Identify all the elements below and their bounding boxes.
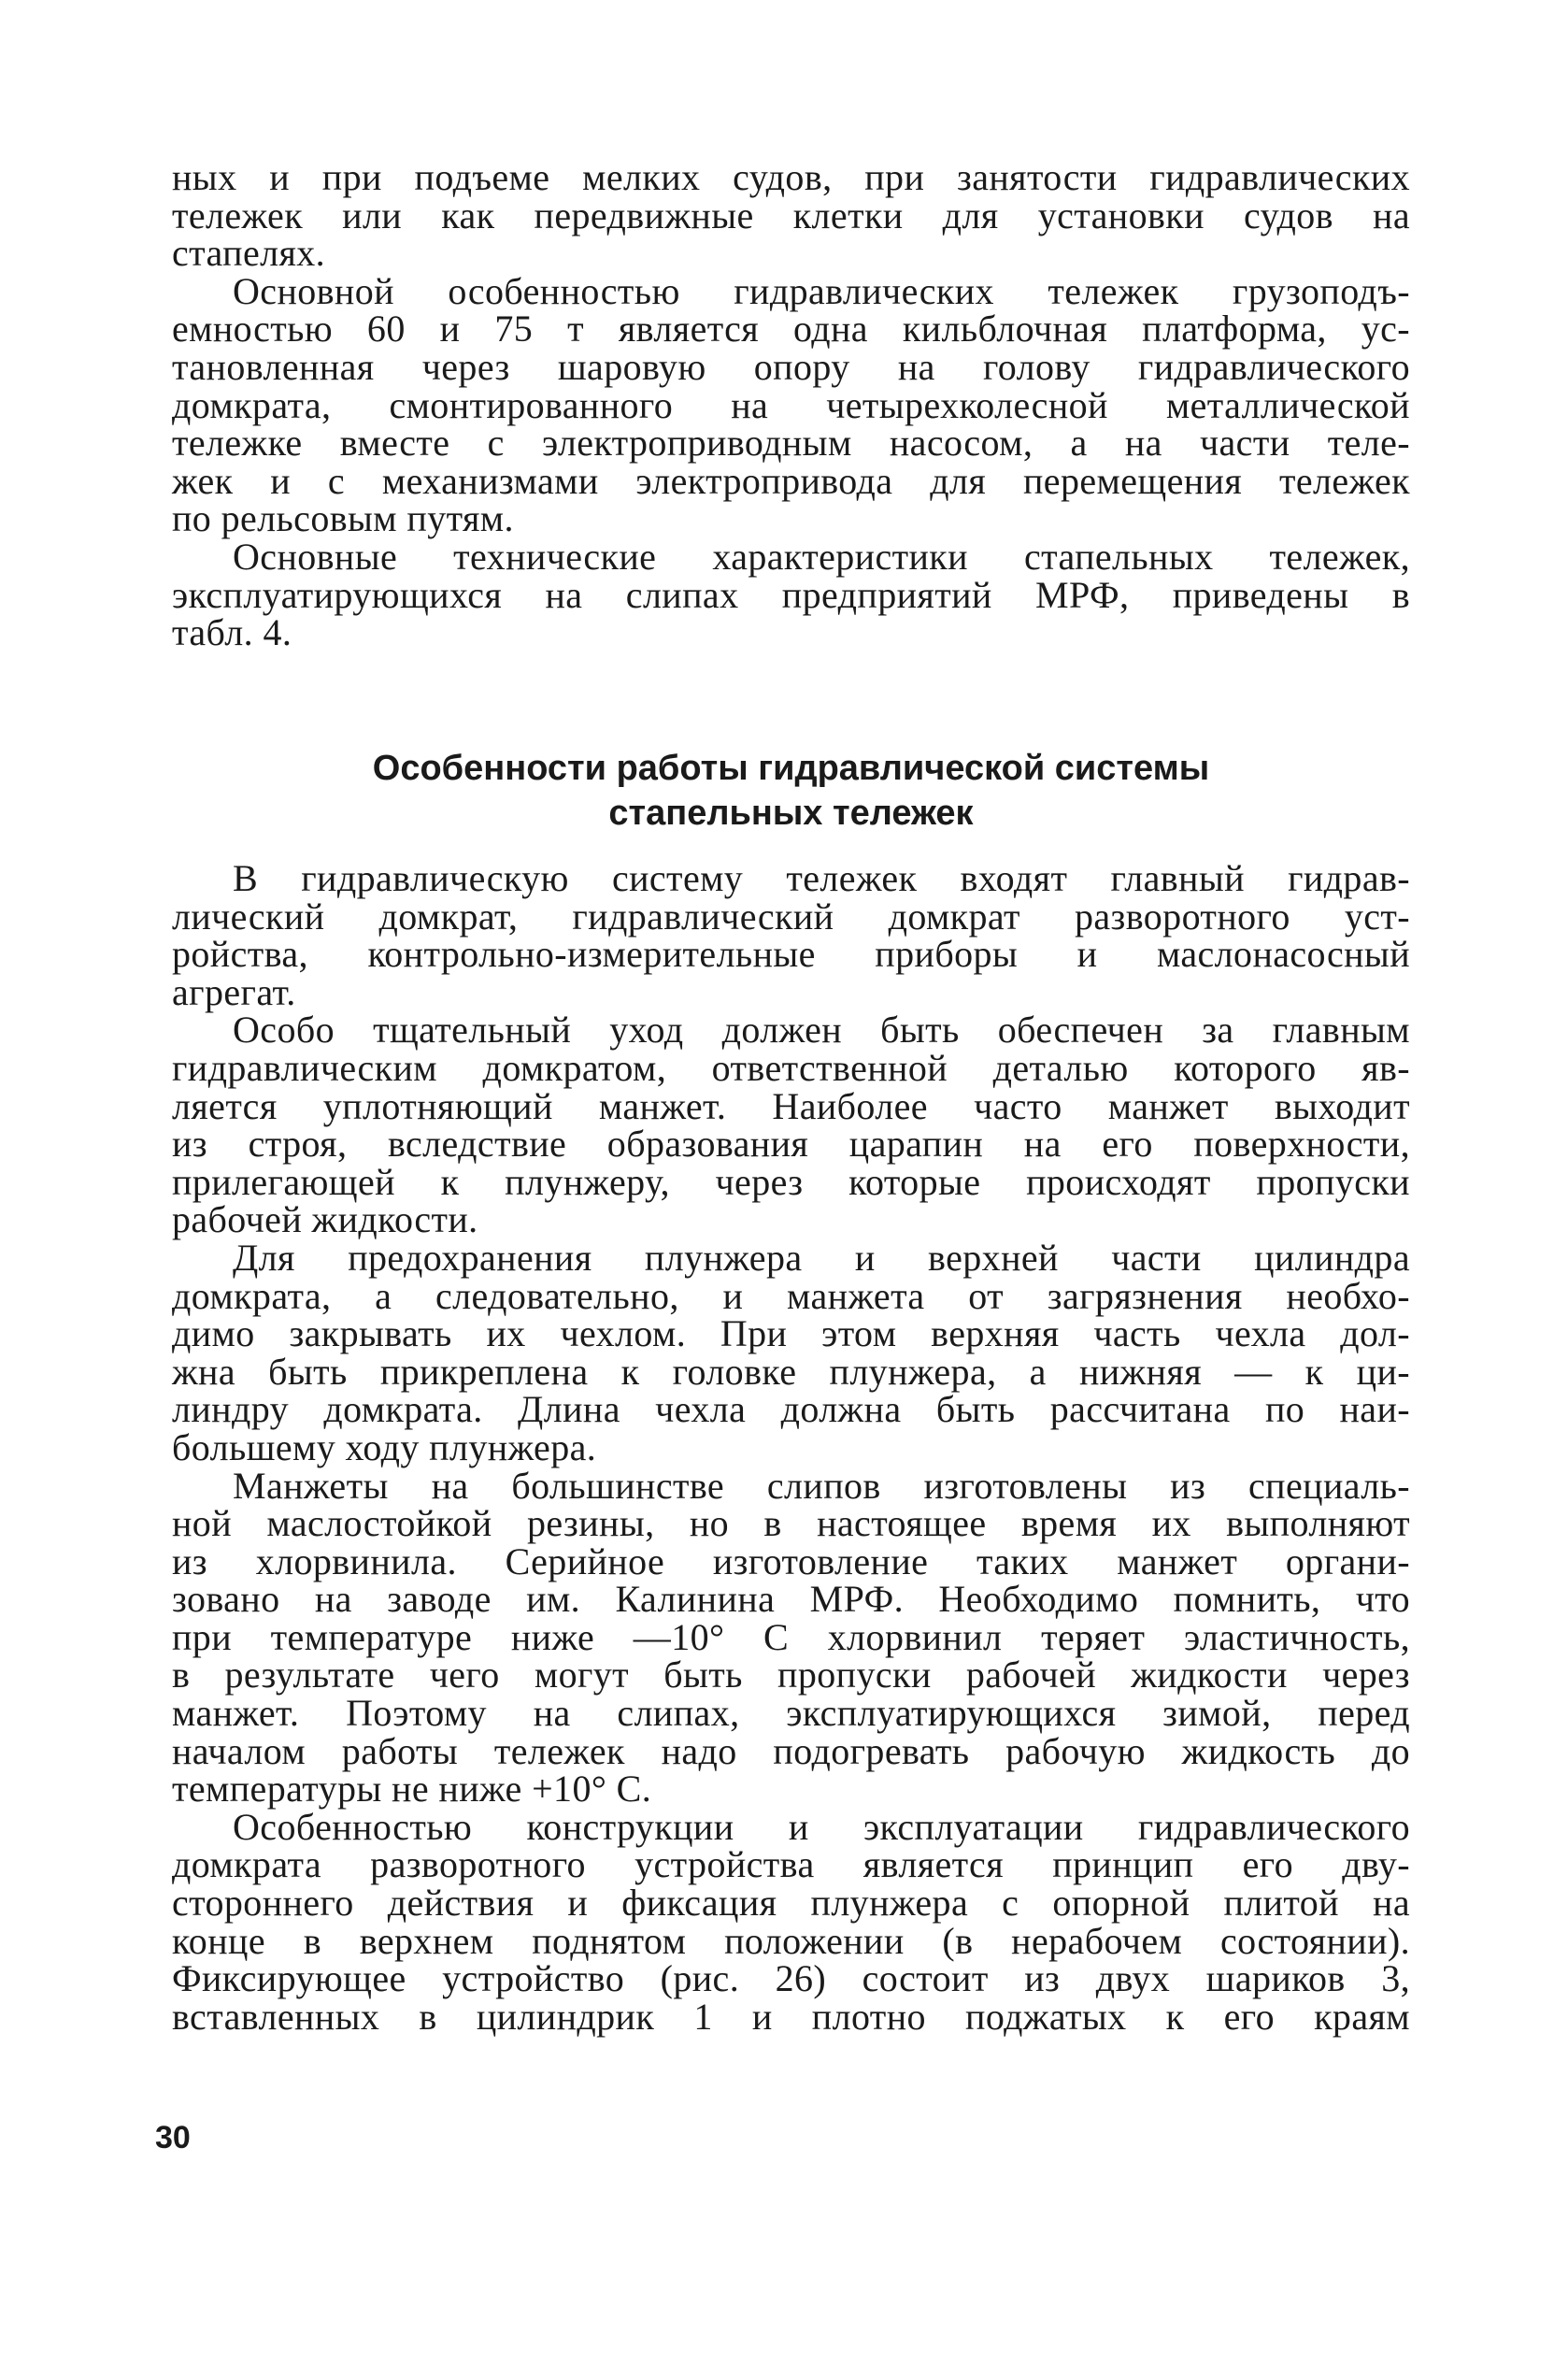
text-line: Для предохранения плунжера и верхней части цилиндра bbox=[233, 1236, 1410, 1279]
text-line: домкрата, а следовательно, и манжета от загрязнения необхо- bbox=[172, 1274, 1410, 1317]
text-line: стапелях. bbox=[172, 232, 326, 275]
text-line: рабочей жидкости. bbox=[172, 1198, 478, 1241]
text-line: ляется уплотняющий манжет. Наиболее часто манжет выходит bbox=[172, 1084, 1410, 1127]
text-line: табл. 4. bbox=[172, 611, 292, 654]
text-line: тележке вместе с электроприводным насосом, а на части теле- bbox=[172, 422, 1410, 465]
text-line: манжет. Поэтому на слипах, эксплуатирующихся зимой, перед bbox=[172, 1692, 1410, 1735]
text-line: стороннего действия и фиксация плунжера с опорной плитой на bbox=[172, 1882, 1410, 1925]
text-line: при температуре ниже —10° С хлорвинил теряет эластичность, bbox=[172, 1615, 1410, 1658]
text-line: жна быть прикреплена к головке плунжера, а нижняя — к ци- bbox=[172, 1350, 1410, 1393]
heading-line: Особенности работы гидравлической системы bbox=[372, 749, 1210, 788]
text-line: агрегат. bbox=[172, 970, 296, 1013]
page-number: 30 bbox=[155, 2120, 191, 2155]
text-line: из строя, вследствие образования царапин на его поверхности, bbox=[172, 1123, 1410, 1166]
text-line: из хлорвинила. Серийное изготовление таких манжет органи- bbox=[172, 1539, 1410, 1582]
text-line: ных и при подъеме мелких судов, при занятости гидравлических bbox=[172, 156, 1410, 198]
intro-text bbox=[172, 156, 1410, 654]
text-line: конце в верхнем поднятом положении (в нерабочем состоянии). bbox=[172, 1919, 1410, 1962]
text-line: жек и с механизмами электропривода для перемещения тележек bbox=[172, 459, 1410, 502]
text-line: тановленная через шаровую опору на голову гидравлического bbox=[172, 345, 1410, 388]
text-line: В гидравлическую систему тележек входят главный гидрав- bbox=[233, 857, 1410, 899]
text-line: Манжеты на большинстве слипов изготовлены из специаль- bbox=[233, 1464, 1410, 1507]
text-line: гидравлическим домкратом, ответственной деталью которого яв- bbox=[172, 1046, 1410, 1089]
text-line: по рельсовым путям. bbox=[172, 497, 514, 540]
text-line: ройства, контрольно-измерительные приборы и маслонасосный bbox=[172, 933, 1410, 976]
text-line: емностью 60 и 75 т является одна кильблочная платформа, ус- bbox=[172, 308, 1410, 351]
text-line: домкрата, смонтированного на четырехколесной металлической bbox=[172, 383, 1410, 426]
text-line: Основные технические характеристики стапельных тележек, bbox=[233, 535, 1410, 578]
text-line: Особенностью конструкции и эксплуатации гидравлического bbox=[233, 1805, 1410, 1848]
text-line: вставленных в цилиндрик 1 и плотно поджатых к его краям bbox=[172, 1995, 1410, 2038]
heading-line: стапельных тележек bbox=[608, 794, 974, 833]
body-text bbox=[172, 857, 1410, 2038]
text-line: домкрата разворотного устройства является принцип его дву- bbox=[172, 1843, 1410, 1886]
text-line: Особо тщательный уход должен быть обеспечен за главным bbox=[233, 1009, 1410, 1052]
text-line: Основной особенностью гидравлических тележек грузоподъ- bbox=[233, 269, 1410, 312]
text-line: лический домкрат, гидравлический домкрат разворотного уст- bbox=[172, 895, 1410, 938]
text-line: Фиксирующее устройство (рис. 26) состоит из двух шариков 3, bbox=[172, 1957, 1410, 2000]
text-line: тележек или как передвижные клетки для установки судов на bbox=[172, 193, 1410, 236]
text-line: большему ходу плунжера. bbox=[172, 1425, 597, 1468]
text-line: эксплуатирующихся на слипах предприятий МРФ, приведены в bbox=[172, 573, 1410, 616]
section-heading bbox=[172, 746, 1410, 836]
text-line: линдру домкрата. Длина чехла должна быть рассчитана по наи- bbox=[172, 1388, 1410, 1431]
text-line: димо закрывать их чехлом. При этом верхняя часть чехла дол- bbox=[172, 1312, 1410, 1355]
text-line: температуры не ниже +10° С. bbox=[172, 1768, 652, 1811]
text-line: началом работы тележек надо подогревать рабочую жидкость до bbox=[172, 1729, 1410, 1772]
text-line: в результате чего могут быть пропуски рабочей жидкости через bbox=[172, 1653, 1410, 1696]
text-line: зовано на заводе им. Калинина МРФ. Необходимо помнить, что bbox=[172, 1578, 1410, 1621]
text-line: ной маслостойкой резины, но в настоящее время их выполняют bbox=[172, 1502, 1410, 1545]
text-line: прилегающей к плунжеру, через которые происходят пропуски bbox=[172, 1160, 1410, 1203]
